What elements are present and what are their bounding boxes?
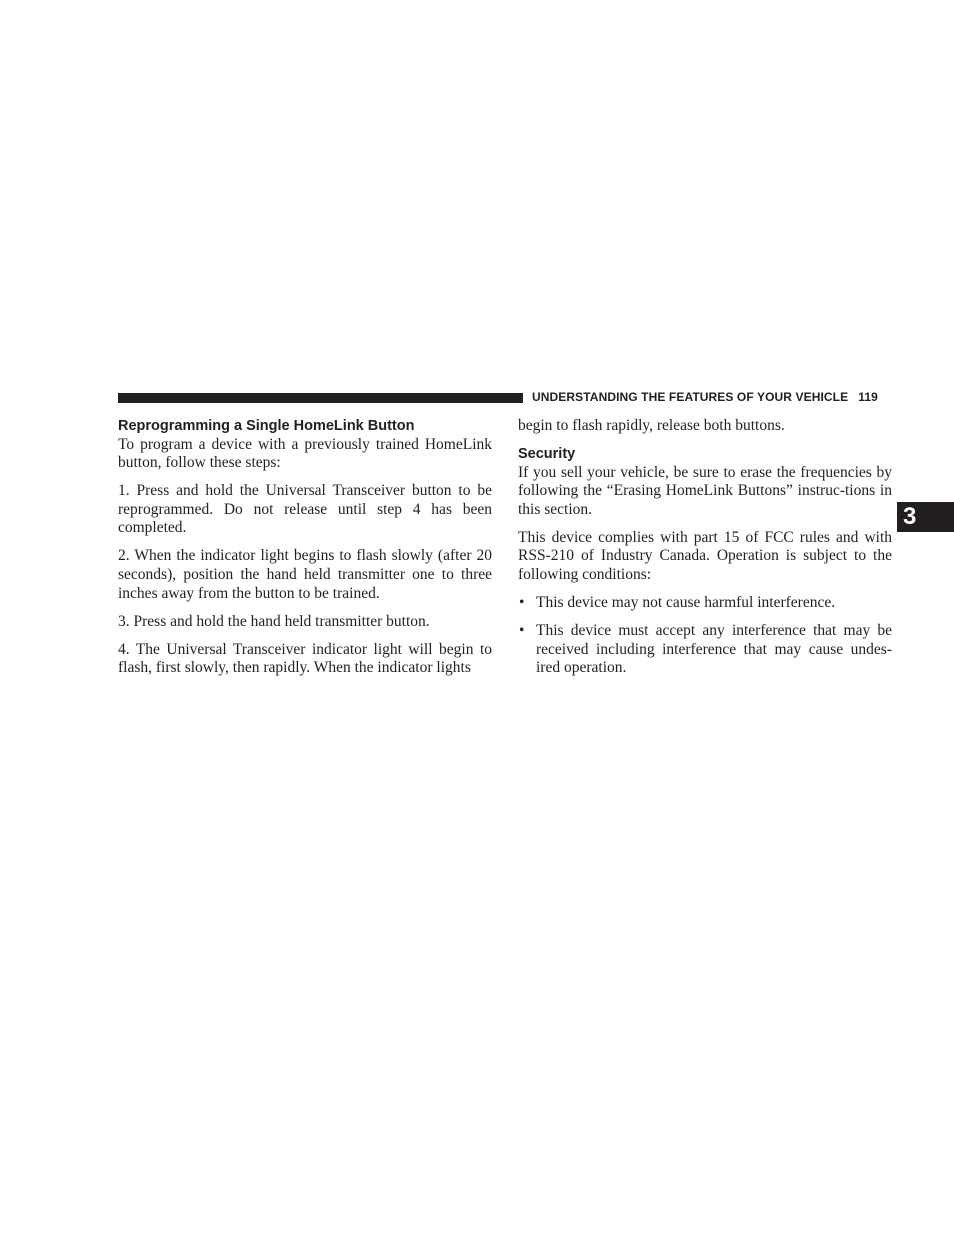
bullet-icon: • [519, 593, 525, 611]
right-column [518, 417, 892, 687]
paragraph: To program a device with a previously trained HomeLink button, follow these steps: [118, 435, 492, 472]
list-item [518, 594, 892, 613]
step-4: 4. The Universal Transceiver indicator light will begin to flash, first slowly, then rapidly. When the indicator lights [118, 640, 492, 677]
chapter-tab: 3 [897, 502, 954, 532]
bullet-icon: • [519, 621, 525, 639]
paragraph: This device complies with part 15 of FCC rules and with RSS-210 of Industry Canada. Operation is subject to the following conditions: [518, 528, 892, 583]
list-item-text: This device must accept any interference that may be received including interference that may cause undes-ired operation. [536, 621, 892, 677]
section-title: UNDERSTANDING THE FEATURES OF YOUR VEHICLE [532, 390, 849, 404]
paragraph: If you sell your vehicle, be sure to erase the frequencies by following the “Erasing HomeLink Buttons” instruc-tions in this section. [518, 463, 892, 518]
list-item [518, 622, 892, 678]
step-4-continuation: begin to flash rapidly, release both buttons. [518, 417, 785, 434]
step-2: 2. When the indicator light begins to flash slowly (after 20 seconds), position the hand held transmitter one to three inches away from the button to be trained. [118, 547, 492, 602]
step-3: 3. Press and hold the hand held transmitter button. [118, 612, 430, 630]
section-heading-security: Security [518, 445, 576, 462]
left-column [118, 417, 492, 687]
running-header [532, 390, 878, 405]
step-1: 1. Press and hold the Universal Transceiver button to be reprogrammed. Do not release until step 4 has been completed. [118, 482, 492, 537]
page-number: 119 [858, 390, 878, 404]
header-rule-bar [118, 393, 523, 403]
list-item-text: This device may not cause harmful interference. [536, 593, 836, 611]
section-heading-reprogramming: Reprogramming a Single HomeLink Button [118, 418, 415, 434]
conditions-list [518, 594, 892, 678]
